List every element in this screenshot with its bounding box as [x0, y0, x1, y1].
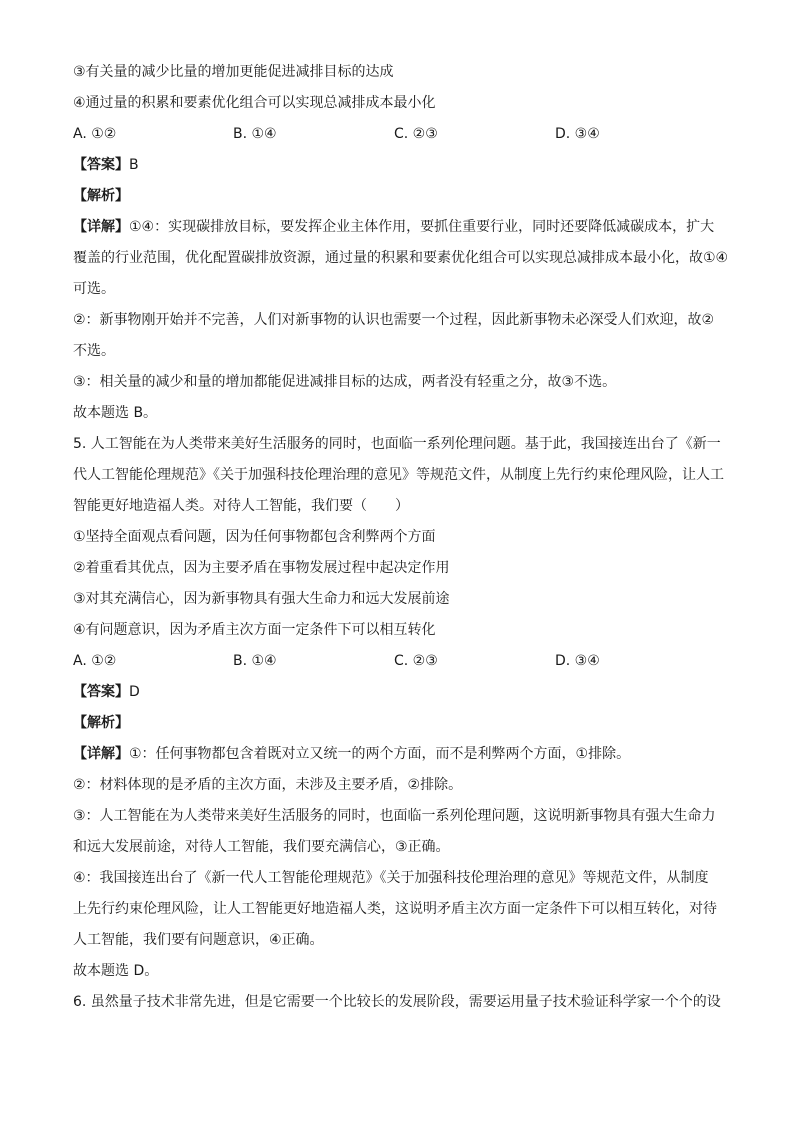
- detail-tag: 【详解】: [73, 746, 129, 762]
- q4-options: [73, 124, 729, 155]
- q4-option-a: A. ①②: [73, 126, 117, 142]
- q5-detail-4a: ④：我国接连出台了《新一代人工智能伦理规范》《关于加强科技伦理治理的意见》等规范文件，从制度: [73, 870, 709, 886]
- q5-option-c: C. ②③: [394, 653, 438, 669]
- q5-stem-c: 智能更好地造福人类。对待人工智能，我们要（ ）: [73, 498, 409, 514]
- q4-option-b: B. ①④: [233, 126, 277, 142]
- q5-detail-1: [73, 744, 729, 775]
- q4-detail-3: ③：相关量的减少和量的增加都能促进减排目标的达成，两者没有轻重之分，故③不选。: [73, 374, 617, 390]
- q5-item-3: ③对其充满信心，因为新事物具有强大生命力和远大发展前途: [73, 591, 450, 607]
- q5-detail-3b: 和远大发展前途，对待人工智能，我们要充满信心，③正确。: [73, 839, 450, 855]
- q5-stem-b: 代人工智能伦理规范》《关于加强科技伦理治理的意见》等规范文件，从制度上先行约束伦理风险，让人工: [73, 467, 724, 483]
- q5-detail-4c: 人工智能，我们要有问题意识，④正确。: [73, 932, 324, 948]
- detail-text: ①：任何事物都包含着既对立又统一的两个方面，而不是利弊两个方面，①排除。: [129, 746, 631, 762]
- document-page: [73, 62, 729, 1023]
- q4-item-3: ③有关量的减少比量的增加更能促进减排目标的达成: [73, 64, 394, 80]
- detail-text: ①④：实现碳排放目标，要发挥企业主体作用，要抓住重要行业，同时还要降低减碳成本，扩大: [129, 219, 715, 235]
- q4-detail-1b: 覆盖的行业范围，优化配置碳排放资源，通过量的积累和要素优化组合可以实现总减排成本最小化，故①④: [73, 250, 729, 266]
- q5-item-1: ①坚持全面观点看问题，因为任何事物都包含利弊两个方面: [73, 529, 436, 545]
- detail-tag: 【详解】: [73, 219, 129, 235]
- answer-tag: 【答案】: [73, 684, 129, 700]
- q4-detail-2a: ②：新事物刚开始并不完善，人们对新事物的认识也需要一个过程，因此新事物未必深受人们欢迎，故②: [73, 312, 715, 328]
- q5-stem-a: 5. 人工智能在为人类带来美好生活服务的同时，也面临一系列伦理问题。基于此，我国接连出台了《新一: [73, 436, 721, 452]
- answer-value: D: [129, 684, 140, 700]
- q5-detail-3a: ③：人工智能在为人类带来美好生活服务的同时，也面临一系列伦理问题，这说明新事物具有强大生命力: [73, 808, 716, 824]
- q4-detail-1a: [73, 217, 729, 248]
- q5-detail-2: ②：材料体现的是矛盾的主次方面，未涉及主要矛盾，②排除。: [73, 777, 463, 793]
- q5-analysis-tag: 【解析】: [73, 715, 129, 731]
- q4-analysis-tag: 【解析】: [73, 188, 129, 204]
- answer-value: B: [129, 157, 139, 173]
- q5-option-d: D. ③④: [555, 653, 600, 669]
- q6-stem-a: 6. 虽然量子技术非常先进，但是它需要一个比较长的发展阶段，需要运用量子技术验证科学家一个个的设: [73, 994, 721, 1010]
- q4-conclusion: 故本题选 B。: [73, 405, 158, 421]
- q4-detail-1c: 可选。: [73, 281, 115, 297]
- q5-item-2: ②着重看其优点，因为主要矛盾在事物发展过程中起决定作用: [73, 560, 450, 576]
- q5-detail-4b: 上先行约束伦理风险，让人工智能更好地造福人类，这说明矛盾主次方面一定条件下可以相互转化，对待: [73, 901, 717, 917]
- q5-answer: [73, 682, 729, 713]
- answer-tag: 【答案】: [73, 157, 129, 173]
- q5-conclusion: 故本题选 D。: [73, 963, 159, 979]
- q4-answer: [73, 155, 729, 186]
- q5-option-a: A. ①②: [73, 653, 117, 669]
- q4-item-4: ④通过量的积累和要素优化组合可以实现总减排成本最小化: [73, 95, 436, 111]
- q4-detail-2b: 不选。: [73, 343, 115, 359]
- q4-option-c: C. ②③: [394, 126, 438, 142]
- q5-options: [73, 651, 729, 682]
- q5-item-4: ④有问题意识，因为矛盾主次方面一定条件下可以相互转化: [73, 622, 436, 638]
- q5-option-b: B. ①④: [233, 653, 277, 669]
- q4-option-d: D. ③④: [555, 126, 600, 142]
